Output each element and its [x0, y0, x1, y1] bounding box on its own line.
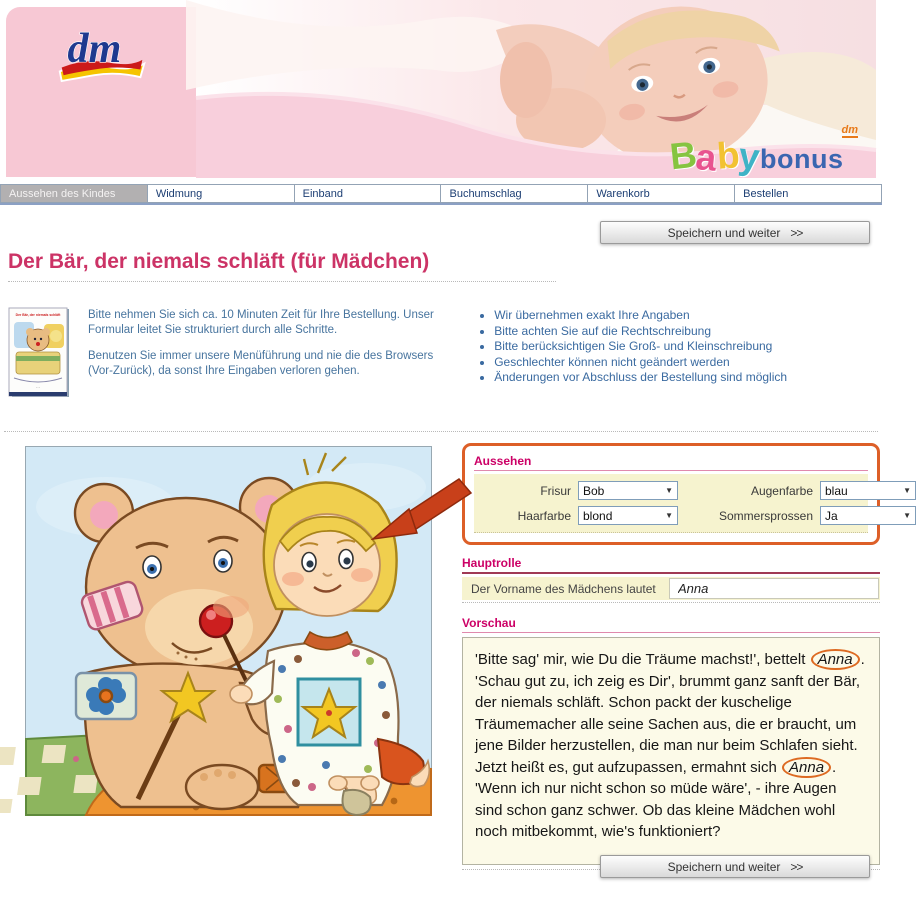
- svg-text:~ ~: ~ ~: [35, 385, 41, 389]
- preview-text-part: 'Bitte sag' mir, wie Du die Träume machst!', bettelt: [475, 651, 806, 668]
- preview-text-box: [462, 637, 880, 865]
- hint-item: • Bitte berücksichtigen Sie Groß- und Kleinschreibung: [494, 339, 874, 355]
- tab-buchumschlag[interactable]: Buchumschlag: [441, 184, 588, 203]
- chevron-down-icon: ▼: [665, 486, 673, 495]
- chevron-down-icon: ▼: [665, 511, 673, 520]
- preview-text-part: . 'Wenn ich nur nicht schon so müde wäre', - ihre Augen sind schon ganz schwer. Ob das kleine Mädchen wohl noch mitbekommt, wie's funktioniert?: [475, 758, 837, 840]
- intro-paragraph-1: Bitte nehmen Sie sich ca. 10 Minuten Zeit für Ihre Bestellung. Unser Formular leitet Sie strukturiert durch alle Schritte.: [88, 309, 434, 336]
- haarfarbe-select[interactable]: [578, 506, 678, 525]
- circled-name-1: Anna: [811, 649, 860, 670]
- intro-hints: [478, 308, 874, 386]
- tab-widmung[interactable]: Widmung: [148, 184, 295, 203]
- vorschau-section: [462, 616, 880, 870]
- tab-warenkorb[interactable]: Warenkorb: [588, 184, 735, 203]
- haarfarbe-value: blond: [583, 508, 613, 523]
- save-button-arrows: >>: [790, 225, 803, 240]
- hint-item: • Geschlechter können nicht geändert werden: [494, 355, 874, 371]
- augenfarbe-label: Augenfarbe: [750, 483, 813, 498]
- bottom-toolbar: [0, 843, 882, 889]
- hauptrolle-section: [462, 556, 880, 603]
- form-column: [462, 443, 911, 870]
- aussehen-highlight-box: [462, 443, 911, 545]
- vorname-input[interactable]: [669, 578, 879, 599]
- brand-letter: y: [737, 135, 762, 178]
- save-button-label: Speichern und weiter: [667, 225, 781, 240]
- hauptrolle-heading: Hauptrolle: [462, 556, 880, 574]
- brand-dm-small: dm: [841, 124, 858, 136]
- vorschau-heading: Vorschau: [462, 616, 880, 633]
- sommersprossen-select[interactable]: [820, 506, 916, 525]
- dm-logo: [54, 21, 150, 93]
- aussehen-heading: Aussehen: [474, 454, 868, 471]
- preview-text-part: . 'Schau gut zu, ich zeig es Dir', brummt ganz sanft der Bär, der niemals schläft. Schon packt der kuschelige Träumemacher alle seine Sachen aus, die er braucht, um jene Bilder herzustellen, die man nur beim Schlafen sieht. Jetzt heißt es, gut aufzupassen, ermahnt sich: [475, 651, 865, 776]
- tab-aussehen-des-kindes[interactable]: Aussehen des Kindes: [0, 184, 148, 203]
- brand-bonus-text: bonus: [760, 144, 844, 174]
- frisur-label: Frisur: [540, 483, 571, 498]
- brand-letter: B: [667, 133, 699, 178]
- main-content: [0, 443, 911, 843]
- hint-item: • Wir übernehmen exakt Ihre Angaben: [494, 308, 874, 324]
- save-button-label: Speichern und weiter: [667, 859, 781, 874]
- frisur-select[interactable]: [578, 481, 678, 500]
- chevron-down-icon: ▼: [903, 486, 911, 495]
- brand-letter: b: [715, 134, 741, 177]
- sommersprossen-label: Sommersprossen: [718, 508, 813, 523]
- main-navigation: [0, 184, 882, 205]
- augenfarbe-select[interactable]: [820, 481, 916, 500]
- vorname-label: Der Vorname des Mädchens lautet: [471, 581, 656, 596]
- title-divider: [8, 281, 556, 282]
- dm-logo-panel: [6, 7, 196, 177]
- augenfarbe-value: blau: [825, 483, 848, 498]
- sommersprossen-value: Ja: [825, 508, 838, 523]
- top-toolbar: [0, 205, 882, 247]
- book-cover-thumbnail: [8, 308, 70, 403]
- babybonus-logo: [667, 124, 861, 179]
- svg-text:dm: dm: [67, 24, 122, 72]
- page-title: Der Bär, der niemals schläft (für Mädchen): [8, 250, 430, 273]
- intro-paragraphs: [88, 308, 446, 390]
- aussehen-form: [474, 474, 911, 533]
- hint-item: • Bitte achten Sie auf die Rechtschreibung: [494, 324, 874, 340]
- brand-letter: a: [694, 136, 719, 179]
- circled-name-2: Anna: [782, 757, 831, 778]
- svg-text:Der Bär, der niemals schläft: Der Bär, der niemals schläft: [15, 313, 61, 317]
- intro-paragraph-2: Benutzen Sie immer unsere Menüführung und nie die des Browsers (Vor-Zurück), da sonst Ihre Eingaben verloren gehen.: [88, 350, 434, 377]
- intro-section: [8, 308, 874, 403]
- save-button-arrows: >>: [790, 859, 803, 874]
- vorname-row: [462, 577, 880, 600]
- save-and-continue-button-top[interactable]: [600, 221, 870, 244]
- tab-bestellen[interactable]: Bestellen: [735, 184, 882, 203]
- baby-photo-banner: [196, 0, 876, 178]
- haarfarbe-label: Haarfarbe: [517, 508, 571, 523]
- chevron-down-icon: ▼: [903, 511, 911, 520]
- tab-einband[interactable]: Einband: [295, 184, 442, 203]
- frisur-value: Bob: [583, 483, 605, 498]
- red-annotation-arrow: [371, 475, 473, 553]
- hauptrolle-divider: [462, 602, 880, 603]
- section-divider: [4, 431, 878, 432]
- save-and-continue-button-bottom[interactable]: [600, 855, 870, 878]
- hint-item: • Änderungen vor Abschluss der Bestellung sind möglich: [494, 370, 874, 386]
- page-header: [0, 0, 882, 184]
